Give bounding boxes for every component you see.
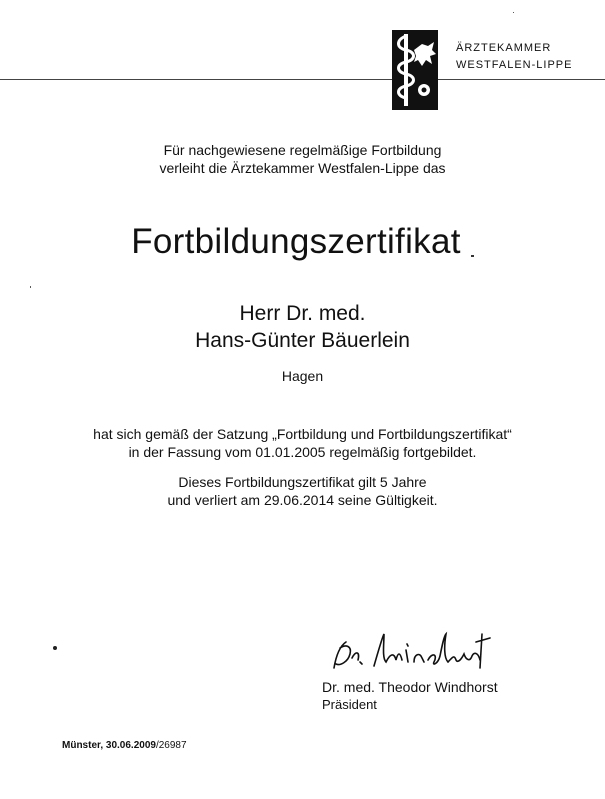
validity-line-2: und verliert am 29.06.2014 seine Gültigkeit. [167, 492, 438, 508]
intro-line-2: verleiht die Ärztekammer Westfalen-Lippe das [159, 160, 446, 176]
signer-name: Dr. med. Theodor Windhorst [322, 679, 498, 695]
org-name-line-2: WESTFALEN-LIPPE [456, 59, 573, 71]
scan-speck [513, 12, 514, 13]
certificate-title [0, 222, 605, 262]
org-name-line-1: ÄRZTEKAMMER [456, 42, 552, 54]
scan-speck [53, 646, 57, 650]
handwritten-signature [330, 628, 500, 678]
recipient-name-line-2: Hans-Günter Bäuerlein [195, 329, 410, 352]
recipient-city: Hagen [281, 368, 324, 384]
intro-line-1: Für nachgewiesene regelmäßige Fortbildung [163, 142, 442, 158]
recipient-name-line-1: Herr Dr. med. [239, 302, 366, 325]
title-mark [471, 255, 474, 257]
scan-speck [30, 286, 31, 288]
header-rule [0, 79, 605, 80]
statement-line-2: in der Fassung vom 01.01.2005 regelmäßig fortgebildet. [128, 444, 477, 460]
issue-reference: /26987 [155, 740, 187, 751]
certificate-title-text: Fortbildungszertifikat [131, 222, 461, 261]
aerztekammer-crest-icon [388, 30, 440, 112]
issue-place-date: Münster, 30.06.2009 [62, 740, 156, 751]
validity-line-1: Dieses Fortbildungszertifikat gilt 5 Jahre [178, 474, 427, 490]
signer-role: Präsident [322, 697, 377, 712]
issue-footer [62, 740, 187, 751]
statement-line-1: hat sich gemäß der Satzung „Fortbildung und Fortbildungszertifikat“ [93, 426, 512, 442]
